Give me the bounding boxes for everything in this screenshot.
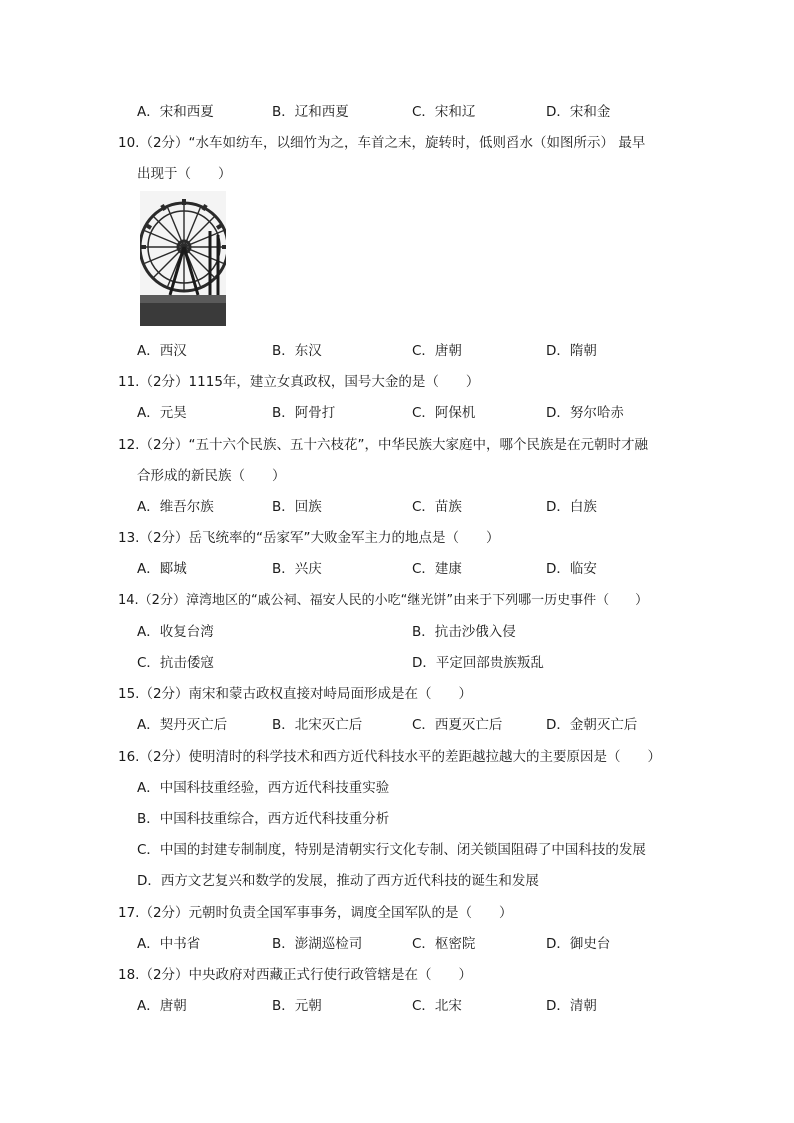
- q17-option-d: D．御史台: [546, 936, 611, 952]
- q10-question-line1: 10.（2分）“水车如纺车，以细竹为之，车首之末，旋转时，低则舀水（如图所示） 最早: [118, 135, 646, 151]
- q14-question: 14.（2分）漳湾地区的“戚公祠、福安人民的小吃“继光饼”由来于下列哪一历史事件（ ）: [118, 593, 649, 608]
- q10-option-a: A．西汉: [137, 343, 187, 359]
- waterwheel-image: [140, 191, 226, 326]
- q12-option-c: C．苗族: [412, 499, 462, 515]
- q18-question: 18.（2分）中央政府对西藏正式行使行政管辖是在（ ）: [118, 967, 473, 983]
- q15-option-b: B．北宋灭亡后: [272, 717, 363, 733]
- q9-option-c: C．宋和辽: [412, 104, 476, 120]
- q10-option-b: B．东汉: [272, 343, 322, 359]
- q11-option-b: B．阿骨打: [272, 405, 336, 421]
- q13-option-b: B．兴庆: [272, 561, 322, 577]
- q9-option-b: B．辽和西夏: [272, 104, 349, 120]
- q13-option-a: A．郾城: [137, 561, 187, 577]
- q17-option-b: B．澎湖巡检司: [272, 936, 363, 952]
- q14-option-b: B．抗击沙俄入侵: [412, 624, 516, 640]
- q11-option-d: D．努尔哈赤: [546, 405, 624, 421]
- q11-question: 11.（2分）1115年，建立女真政权，国号大金的是（ ）: [118, 374, 480, 390]
- q14-option-a: A．收复台湾: [137, 624, 214, 640]
- q18-option-d: D．清朝: [546, 998, 597, 1014]
- q16-option-c: C．中国的封建专制制度，特别是清朝实行文化专制、闭关锁国阻碍了中国科技的发展: [137, 842, 646, 858]
- q12-question-line2: 合形成的新民族（ ）: [137, 468, 286, 484]
- q9-option-d: D．宋和金: [546, 104, 611, 120]
- q17-question: 17.（2分）元朝时负责全国军事事务，调度全国军队的是（ ）: [118, 905, 513, 921]
- q12-option-a: A．维吾尔族: [137, 499, 214, 515]
- q13-option-d: D．临安: [546, 561, 597, 577]
- q15-option-d: D．金朝灭亡后: [546, 717, 638, 733]
- q10-option-c: C．唐朝: [412, 343, 462, 359]
- q15-question: 15.（2分）南宋和蒙古政权直接对峙局面形成是在（ ）: [118, 686, 473, 702]
- q9-option-a: A．宋和西夏: [137, 104, 214, 120]
- q15-option-a: A．契丹灭亡后: [137, 717, 228, 733]
- q16-question: 16.（2分）使明清时的科学技术和西方近代科技水平的差距越拉越大的主要原因是（ ）: [118, 749, 662, 765]
- q18-option-a: A．唐朝: [137, 998, 187, 1014]
- q18-option-c: C．北宋: [412, 998, 462, 1014]
- q10-question-line2: 出现于（ ）: [137, 166, 232, 182]
- q11-option-a: A．元昊: [137, 405, 187, 421]
- q17-option-c: C．枢密院: [412, 936, 476, 952]
- q11-option-c: C．阿保机: [412, 405, 476, 421]
- q12-question-line1: 12.（2分）“五十六个民族、五十六枝花”，中华民族大家庭中，哪个民族是在元朝时才融: [118, 437, 649, 453]
- q14-option-d: D．平定回部贵族叛乱: [412, 655, 544, 671]
- q18-option-b: B．元朝: [272, 998, 322, 1014]
- q17-option-a: A．中书省: [137, 936, 201, 952]
- q12-option-d: D．白族: [546, 499, 597, 515]
- q16-option-a: A．中国科技重经验，西方近代科技重实验: [137, 780, 390, 796]
- q12-option-b: B．回族: [272, 499, 322, 515]
- q14-option-c: C．抗击倭寇: [137, 655, 214, 671]
- q10-option-d: D．隋朝: [546, 343, 597, 359]
- q13-option-c: C．建康: [412, 561, 462, 577]
- q15-option-c: C．西夏灭亡后: [412, 717, 503, 733]
- q16-option-b: B．中国科技重综合，西方近代科技重分析: [137, 811, 390, 827]
- q16-option-d: D．西方文艺复兴和数学的发展，推动了西方近代科技的诞生和发展: [137, 873, 539, 889]
- q13-question: 13.（2分）岳飞统率的“岳家军”大败金军主力的地点是（ ）: [118, 530, 500, 546]
